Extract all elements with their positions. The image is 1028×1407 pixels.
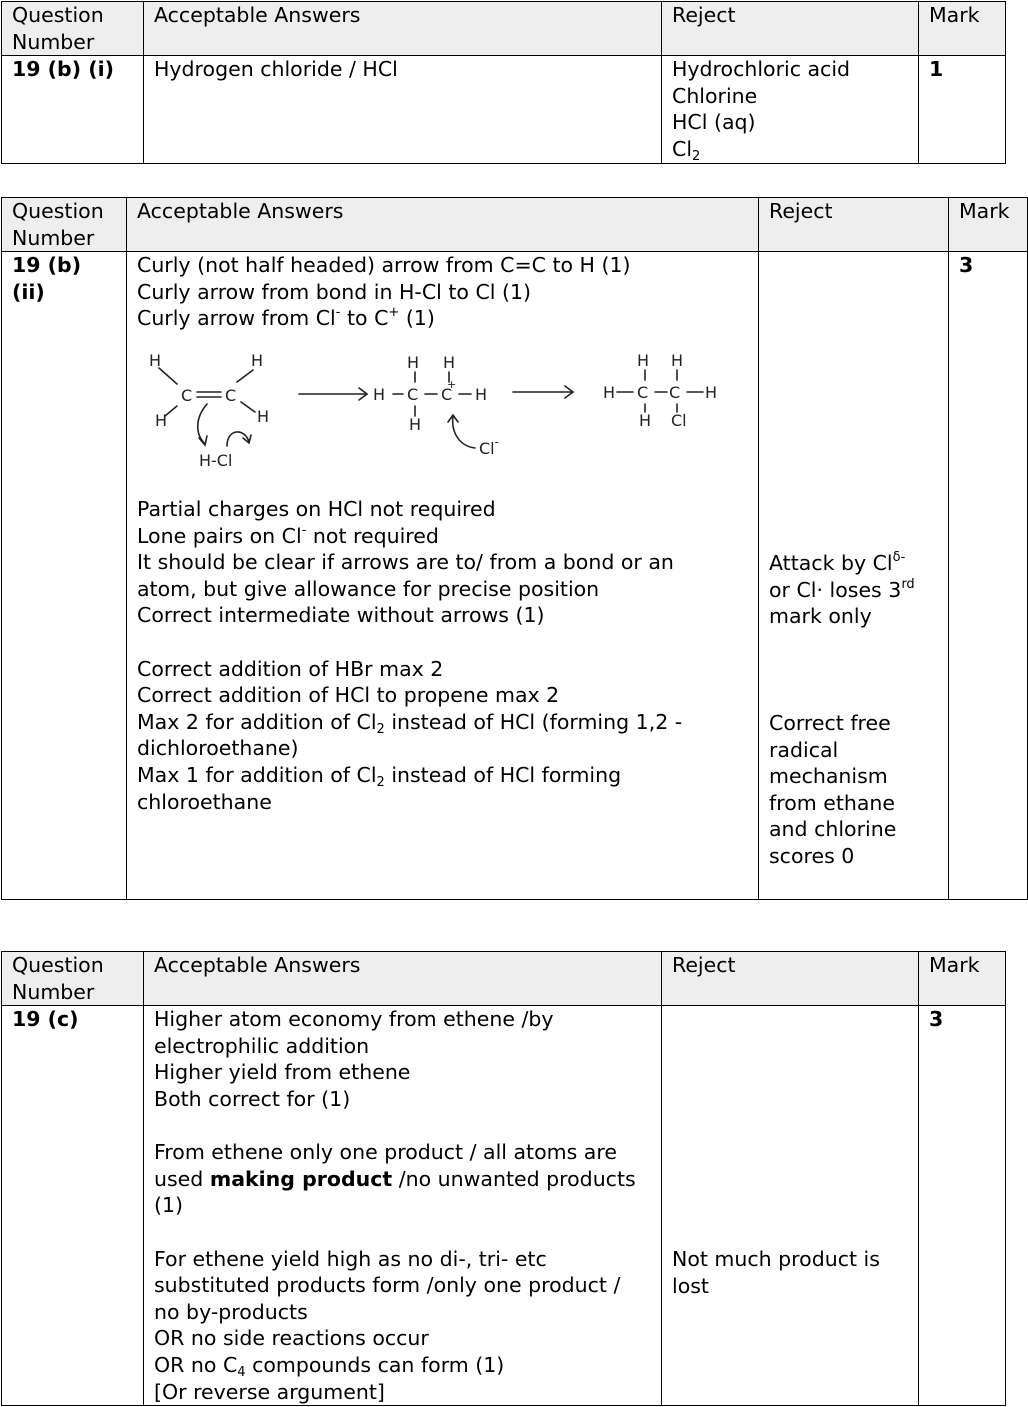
mark-scheme-table-19bii	[1, 197, 1028, 900]
mech-label: C	[181, 385, 193, 405]
mech-label-product: H	[705, 382, 718, 402]
mark-value: 1	[919, 56, 1006, 164]
mech-label-product-cl: Cl	[671, 410, 687, 430]
mark-value: 3	[949, 252, 1028, 900]
mech-label-intermediate: H	[475, 384, 488, 404]
mech-label-intermediate: C	[441, 384, 453, 404]
mech-label-chloride: Cl-	[479, 434, 499, 458]
reject-item: Hydrochloric acid	[672, 57, 851, 82]
mark-scheme-table-19c	[1, 951, 1006, 1406]
reject-item: Attack by $Cl^{\delta-}$ or Cl· loses 3rd mark only	[769, 550, 915, 629]
mechanism-diagram	[137, 346, 748, 486]
mech-label-intermediate: H	[443, 352, 456, 372]
mech-label-product: C	[669, 382, 681, 402]
reject-header: Reject	[759, 198, 949, 252]
question-number: 19 (b) (i)	[2, 56, 144, 164]
reject-list	[662, 56, 919, 164]
mech-label: H	[251, 350, 264, 370]
acceptable-answer: Hydrogen chloride / HCl	[144, 56, 662, 164]
question-number: 19 (c)	[2, 1006, 144, 1406]
mech-label-product: C	[637, 382, 649, 402]
mech-label-intermediate: H	[407, 352, 420, 372]
question-number-header: Question Number	[2, 952, 144, 1006]
acceptable-answer: Higher atom economy from ethene /by electrophilic addition Higher yield from ethene Both correct for (1) From ethene only one product / all atoms are used making product /no unwanted products (1) For ethene yield high as no di-, tri- etc substituted products form /only one product / no by-products OR no side reactions occur OR no $C_4$ compounds can form (1) [Or reverse argument]	[144, 1006, 662, 1406]
mech-label: C	[225, 385, 237, 405]
acceptable-answers-header: Acceptable Answers	[144, 2, 662, 56]
mech-label-product: H	[637, 350, 650, 370]
mark-scheme-table-19bi	[1, 1, 1006, 164]
mech-label: H	[149, 350, 162, 370]
question-number-header: Question Number	[2, 2, 144, 56]
answer-row	[2, 56, 1006, 164]
reject-item: HCl (aq)	[672, 110, 756, 135]
reject-list	[759, 252, 949, 900]
mech-label: H	[155, 410, 168, 430]
mark-header: Mark	[949, 198, 1028, 252]
reject-item: Correct free radical mechanism from ethane and chlorine scores 0	[769, 710, 897, 868]
reject-list	[662, 1006, 919, 1406]
reject-item: Not much product is lost	[672, 1247, 880, 1298]
answer-row	[2, 1006, 1006, 1406]
mark-header: Mark	[919, 2, 1006, 56]
acceptable-answers-header: Acceptable Answers	[144, 952, 662, 1006]
mark-value: 3	[919, 1006, 1006, 1406]
mech-label-intermediate: H	[409, 414, 422, 434]
reject-item: Chlorine	[672, 83, 758, 108]
acceptable-answers-header: Acceptable Answers	[127, 198, 759, 252]
question-number-header: Question Number	[2, 198, 127, 252]
header-row	[2, 952, 1006, 1006]
mechanism-svg	[137, 346, 737, 486]
mech-label-intermediate: H	[373, 384, 386, 404]
acceptable-answer: Curly (not half headed) arrow from C=C to H (1) Curly arrow from bond in H-Cl to Cl (1) Curly arrow from Cl- to C+ (1) H H C C H H H-Cl H C C H H H H + Cl- H C C H H H H Cl Partial charges on HCl not required Lone pairs on Cl- not required It should be clear if arrows are to/ from a bond or an atom, but give allowance for precise position Correct intermediate without arrows (1) Correct addition of HBr max 2 Correct addition of HCl to propene max 2 Max 2 for addition of $Cl_2$ instead of HCl (forming 1,2 - dichloroethane) Max 1 for addition of $Cl_2$ instead of HCl forming chloroethane	[127, 252, 759, 900]
mech-label-cation: +	[447, 377, 457, 391]
mech-label-product: H	[671, 350, 684, 370]
mech-label-intermediate: C	[407, 384, 419, 404]
reject-item: $Cl_2$	[672, 136, 701, 164]
question-number: 19 (b) (ii)	[2, 252, 127, 900]
mark-header: Mark	[919, 952, 1006, 1006]
answer-row	[2, 252, 1028, 900]
mech-label: H	[257, 406, 270, 426]
mech-label-hcl: H-Cl	[199, 450, 233, 470]
mech-label-product: H	[603, 382, 616, 402]
header-row	[2, 2, 1006, 56]
reject-header: Reject	[662, 2, 919, 56]
mech-label-product: H	[639, 410, 652, 430]
header-row	[2, 198, 1028, 252]
reject-header: Reject	[662, 952, 919, 1006]
